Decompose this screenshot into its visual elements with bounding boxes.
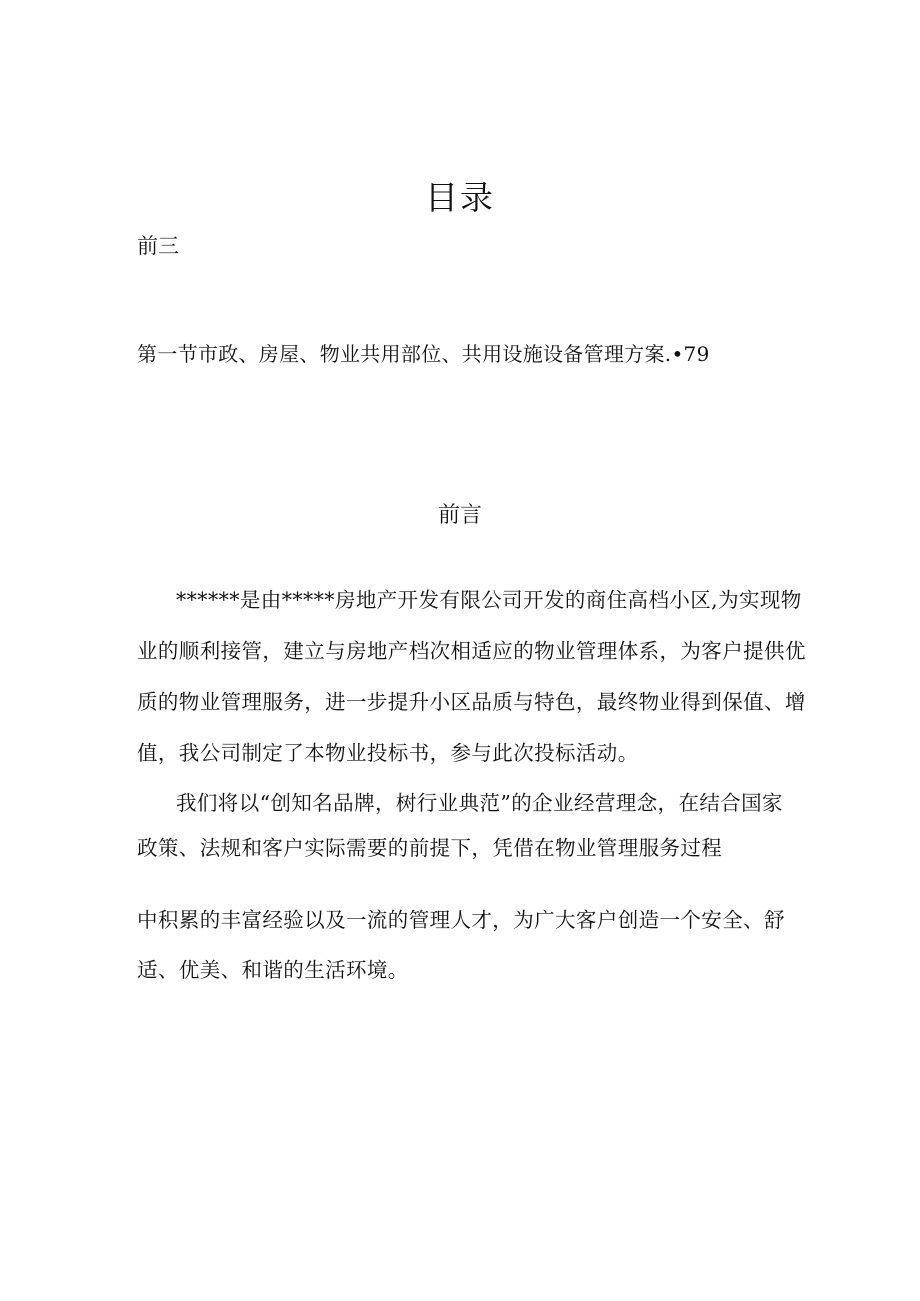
toc-title: 目录: [425, 178, 495, 217]
preface-line: 政策、法规和客户实际需要的前提下，凭借在物业管理服务过程: [137, 836, 723, 860]
toc-entry-preface: 前三: [137, 234, 179, 258]
toc-entry-section-1: 第一节市政、房屋、物业共用部位、共用设施设备管理方案.•79: [137, 342, 710, 366]
preface-line: 我们将以“创知名品牌，树行业典范”的企业经营理念，在结合国家: [176, 791, 783, 815]
preface-line: 适、优美、和谐的生活环境。: [137, 958, 409, 982]
preface-line: ******是由*****房地产开发有限公司开发的商住高档小区,为实现物: [176, 588, 802, 612]
preface-heading: 前言: [437, 503, 482, 528]
preface-line: 业的顺利接管，建立与房地产档次相适应的物业管理体系，为客户提供优: [137, 639, 806, 663]
preface-line: 中积累的丰富经验以及一流的管理人才，为广大客户创造一个安全、舒: [137, 908, 785, 932]
preface-line: 值，我公司制定了本物业投标书，参与此次投标活动。: [137, 741, 639, 765]
preface-line: 质的物业管理服务，进一步提升小区品质与特色，最终物业得到保值、增: [137, 690, 806, 714]
